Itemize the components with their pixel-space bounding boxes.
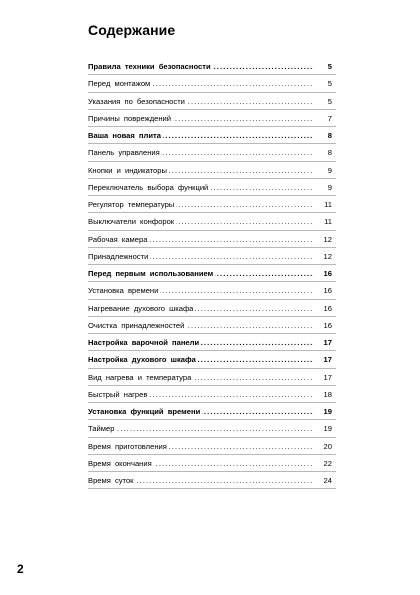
toc-entry-row [88,75,336,92]
toc-entry-label: Время приготовления [88,438,169,455]
toc-entry-page: 11 [324,200,332,209]
toc-entry-row [88,282,336,299]
toc-entry-row [88,300,336,317]
toc-entry-label: Регулятор температуры [88,196,176,213]
toc-entry-row [88,93,336,110]
toc-entry-label: Ваша новая плита [88,127,163,144]
toc-section-row [88,334,336,351]
toc-entry-row [88,472,336,489]
toc-entry-page: 19 [323,407,332,416]
toc-entry-label: Настройка духового шкафа [88,351,198,368]
toc-entry-row [88,231,336,248]
toc-entry-label: Причины повреждений [88,110,173,127]
toc-entry-row [88,144,336,161]
toc-section-row [88,127,336,144]
toc-entry-page: 22 [323,458,332,468]
toc-entry-page: 24 [323,476,332,485]
toc-entry-page: 11 [324,217,332,227]
toc-entry-row [88,317,336,334]
toc-leader-dots [88,420,314,437]
toc-entry-label: Рабочая камера [88,231,149,248]
toc-section-row [88,403,336,420]
toc-entry-page: 5 [327,79,332,89]
toc-entry-label: Установка времени [88,282,160,299]
toc-entry-row [88,196,336,213]
toc-entry-row [88,438,336,455]
table-of-contents [88,58,336,489]
toc-entry-label: Переключатель выбора функций [88,179,210,196]
toc-entry-page: 16 [323,286,332,296]
toc-entry-row [88,110,336,127]
toc-entry-row [88,420,336,437]
toc-entry-page: 16 [323,269,332,278]
toc-entry-label: Выключатели конфорок [88,213,176,230]
toc-entry-page: 9 [327,182,332,192]
toc-entry-label: Таймер [88,420,116,437]
toc-entry-page: 17 [323,338,332,347]
toc-entry-label: Нагревание духового шкафа [88,300,195,317]
toc-entry-page: 7 [327,113,332,123]
toc-entry-page: 19 [323,424,332,434]
toc-entry-label: Перед монтажом [88,75,152,92]
toc-entry-row [88,162,336,179]
toc-entry-page: 5 [327,62,332,71]
toc-entry-label: Очистка принадлежностей [88,317,186,334]
toc-entry-label: Панель управления [88,144,162,161]
toc-entry-row [88,248,336,265]
toc-entry-label: Установка функций времени [88,403,202,420]
toc-entry-page: 9 [327,165,332,175]
toc-entry-label: Указания по безопасности [88,93,187,110]
toc-entry-page: 17 [323,355,332,365]
toc-entry-label: Время окончания [88,455,154,472]
toc-entry-row [88,179,336,196]
toc-entry-label: Время суток [88,472,136,489]
toc-entry-label: Вид нагрева и температура [88,369,193,386]
toc-entry-page: 12 [323,251,332,261]
toc-section-row [88,58,336,75]
toc-entry-page: 20 [323,441,332,451]
toc-entry-page: 17 [323,372,332,382]
page-number: 2 [17,562,24,576]
toc-entry-label: Правила техники безопасности [88,58,213,75]
toc-entry-row [88,455,336,472]
toc-entry-row [88,213,336,230]
toc-entry-label: Перед первым использованием [88,265,215,282]
toc-entry-page: 5 [327,96,332,106]
toc-entry-row [88,386,336,403]
toc-entry-label: Принадлежности [88,248,150,265]
toc-entry-label: Быстрый нагрев [88,386,149,403]
toc-entry-label: Кнопки и индикаторы [88,162,169,179]
toc-section-row [88,351,336,368]
toc-entry-page: 8 [327,131,332,140]
toc-entry-label: Настройка варочной панели [88,334,201,351]
toc-entry-page: 16 [323,303,332,313]
toc-entry-row [88,369,336,386]
toc-section-row [88,265,336,282]
toc-entry-page: 8 [327,148,332,158]
toc-entry-page: 16 [323,320,332,330]
page-title: Содержание [88,22,176,38]
toc-entry-page: 12 [323,234,332,244]
toc-entry-page: 18 [323,389,332,399]
